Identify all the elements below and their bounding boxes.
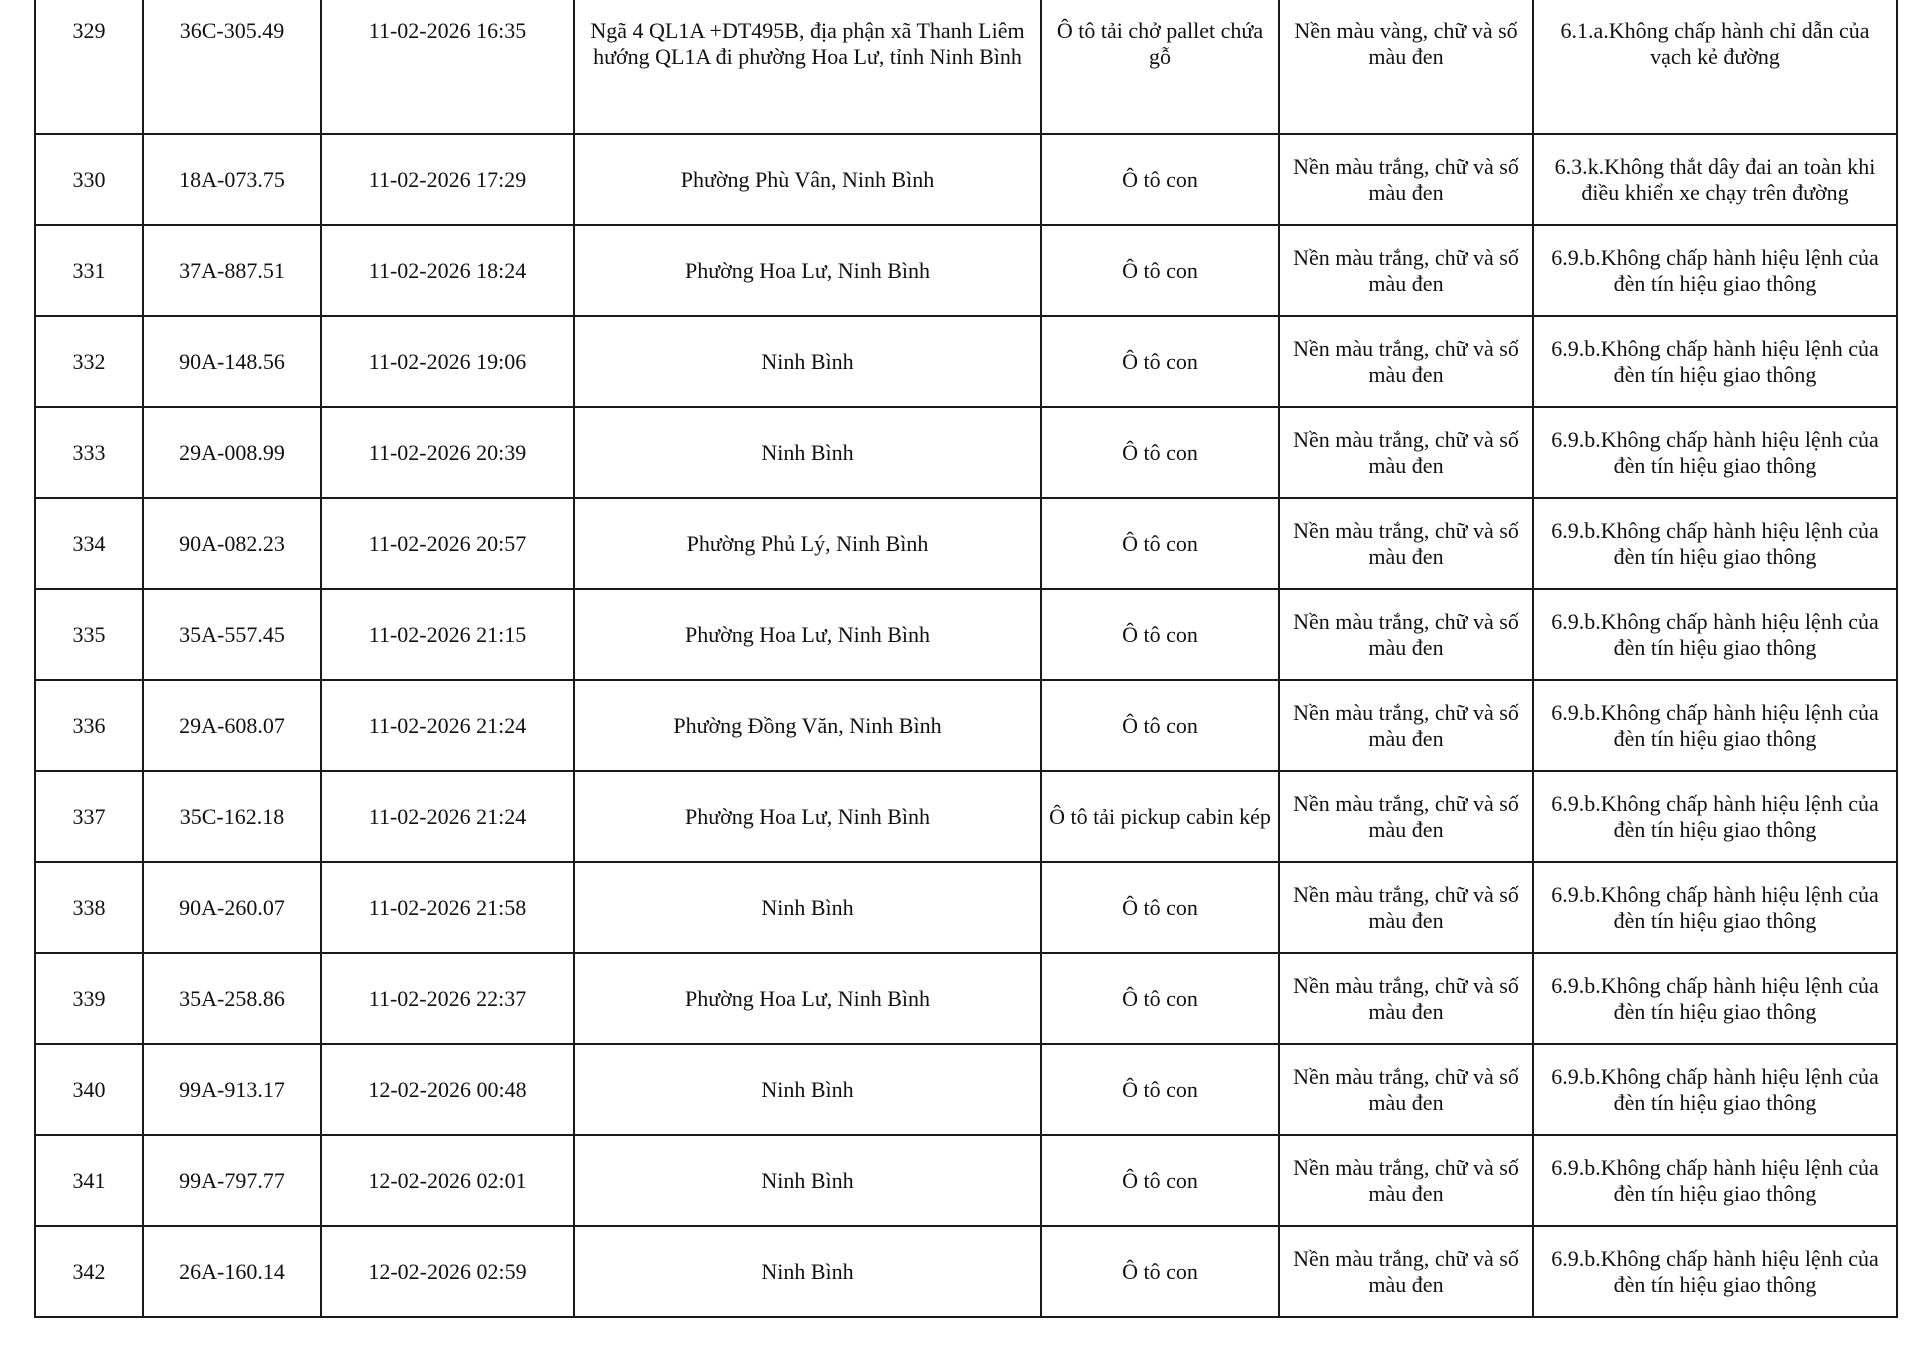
- license-plate-cell: 35A-557.45: [143, 589, 321, 680]
- row-number-cell: 335: [35, 589, 143, 680]
- license-plate-cell: 29A-008.99: [143, 407, 321, 498]
- plate-color-cell: Nền màu trắng, chữ và số màu đen: [1279, 134, 1533, 225]
- vehicle-type-cell: Ô tô con: [1041, 1226, 1279, 1317]
- table-row: [35, 498, 1897, 589]
- violation-description-cell: 6.9.b.Không chấp hành hiệu lệnh của đèn tín hiệu giao thông: [1533, 1135, 1897, 1226]
- violation-location-cell: Phường Phủ Lý, Ninh Bình: [574, 498, 1041, 589]
- plate-color-cell: Nền màu trắng, chữ và số màu đen: [1279, 680, 1533, 771]
- table-row: [35, 771, 1897, 862]
- table-row: [35, 225, 1897, 316]
- violation-description-cell: 6.9.b.Không chấp hành hiệu lệnh của đèn tín hiệu giao thông: [1533, 953, 1897, 1044]
- vehicle-type-cell: Ô tô con: [1041, 680, 1279, 771]
- plate-color-cell: Nền màu trắng, chữ và số màu đen: [1279, 771, 1533, 862]
- row-number-cell: 333: [35, 407, 143, 498]
- table-row: [35, 953, 1897, 1044]
- table-row: [35, 680, 1897, 771]
- violation-time-cell: 12-02-2026 02:01: [321, 1135, 574, 1226]
- violation-description-cell: 6.9.b.Không chấp hành hiệu lệnh của đèn tín hiệu giao thông: [1533, 316, 1897, 407]
- violation-time-cell: 11-02-2026 17:29: [321, 134, 574, 225]
- plate-color-cell: Nền màu trắng, chữ và số màu đen: [1279, 1135, 1533, 1226]
- violation-description-cell: 6.9.b.Không chấp hành hiệu lệnh của đèn tín hiệu giao thông: [1533, 1226, 1897, 1317]
- license-plate-cell: 35A-258.86: [143, 953, 321, 1044]
- violation-description-cell: 6.3.k.Không thắt dây đai an toàn khi điều khiển xe chạy trên đường: [1533, 134, 1897, 225]
- row-number-cell: 338: [35, 862, 143, 953]
- table-row: [35, 1044, 1897, 1135]
- violation-location-cell: Phường Hoa Lư, Ninh Bình: [574, 589, 1041, 680]
- violation-location-cell: Ngã 4 QL1A +DT495B, địa phận xã Thanh Liêm hướng QL1A đi phường Hoa Lư, tỉnh Ninh Bình: [574, 0, 1041, 134]
- table-row: [35, 862, 1897, 953]
- violation-description-cell: 6.9.b.Không chấp hành hiệu lệnh của đèn tín hiệu giao thông: [1533, 407, 1897, 498]
- violation-description-cell: 6.9.b.Không chấp hành hiệu lệnh của đèn tín hiệu giao thông: [1533, 225, 1897, 316]
- violation-location-cell: Ninh Bình: [574, 316, 1041, 407]
- row-number-cell: 339: [35, 953, 143, 1044]
- license-plate-cell: 37A-887.51: [143, 225, 321, 316]
- license-plate-cell: 99A-797.77: [143, 1135, 321, 1226]
- table-row: [35, 1226, 1897, 1317]
- violation-location-cell: Phường Phù Vân, Ninh Bình: [574, 134, 1041, 225]
- plate-color-cell: Nền màu trắng, chữ và số màu đen: [1279, 1226, 1533, 1317]
- violations-document: [34, 0, 1896, 1318]
- row-number-cell: 329: [35, 0, 143, 134]
- table-row: [35, 316, 1897, 407]
- row-number-cell: 336: [35, 680, 143, 771]
- vehicle-type-cell: Ô tô con: [1041, 953, 1279, 1044]
- table-row: [35, 407, 1897, 498]
- vehicle-type-cell: Ô tô con: [1041, 1044, 1279, 1135]
- violation-description-cell: 6.9.b.Không chấp hành hiệu lệnh của đèn tín hiệu giao thông: [1533, 680, 1897, 771]
- row-number-cell: 330: [35, 134, 143, 225]
- violation-description-cell: 6.9.b.Không chấp hành hiệu lệnh của đèn tín hiệu giao thông: [1533, 771, 1897, 862]
- violation-time-cell: 11-02-2026 21:24: [321, 680, 574, 771]
- violation-time-cell: 11-02-2026 16:35: [321, 0, 574, 134]
- license-plate-cell: 99A-913.17: [143, 1044, 321, 1135]
- vehicle-type-cell: Ô tô tải pickup cabin kép: [1041, 771, 1279, 862]
- violation-time-cell: 12-02-2026 02:59: [321, 1226, 574, 1317]
- plate-color-cell: Nền màu trắng, chữ và số màu đen: [1279, 953, 1533, 1044]
- vehicle-type-cell: Ô tô con: [1041, 589, 1279, 680]
- violation-location-cell: Ninh Bình: [574, 1135, 1041, 1226]
- license-plate-cell: 90A-148.56: [143, 316, 321, 407]
- violation-time-cell: 11-02-2026 21:24: [321, 771, 574, 862]
- violation-time-cell: 12-02-2026 00:48: [321, 1044, 574, 1135]
- violation-time-cell: 11-02-2026 20:57: [321, 498, 574, 589]
- plate-color-cell: Nền màu trắng, chữ và số màu đen: [1279, 225, 1533, 316]
- violation-description-cell: 6.9.b.Không chấp hành hiệu lệnh của đèn tín hiệu giao thông: [1533, 862, 1897, 953]
- license-plate-cell: 90A-082.23: [143, 498, 321, 589]
- license-plate-cell: 26A-160.14: [143, 1226, 321, 1317]
- plate-color-cell: Nền màu vàng, chữ và số màu đen: [1279, 0, 1533, 134]
- license-plate-cell: 90A-260.07: [143, 862, 321, 953]
- row-number-cell: 332: [35, 316, 143, 407]
- violation-location-cell: Ninh Bình: [574, 1044, 1041, 1135]
- violation-location-cell: Phường Hoa Lư, Ninh Bình: [574, 771, 1041, 862]
- vehicle-type-cell: Ô tô tải chở pallet chứa gỗ: [1041, 0, 1279, 134]
- vehicle-type-cell: Ô tô con: [1041, 407, 1279, 498]
- violation-location-cell: Ninh Bình: [574, 407, 1041, 498]
- violation-location-cell: Phường Hoa Lư, Ninh Bình: [574, 225, 1041, 316]
- violation-time-cell: 11-02-2026 19:06: [321, 316, 574, 407]
- license-plate-cell: 29A-608.07: [143, 680, 321, 771]
- table-row: [35, 0, 1897, 134]
- row-number-cell: 337: [35, 771, 143, 862]
- violation-description-cell: 6.9.b.Không chấp hành hiệu lệnh của đèn tín hiệu giao thông: [1533, 589, 1897, 680]
- vehicle-type-cell: Ô tô con: [1041, 225, 1279, 316]
- plate-color-cell: Nền màu trắng, chữ và số màu đen: [1279, 589, 1533, 680]
- violation-time-cell: 11-02-2026 20:39: [321, 407, 574, 498]
- violations-table: [34, 0, 1898, 1318]
- violation-description-cell: 6.1.a.Không chấp hành chỉ dẫn của vạch kẻ đường: [1533, 0, 1897, 134]
- violation-time-cell: 11-02-2026 21:15: [321, 589, 574, 680]
- table-row: [35, 134, 1897, 225]
- violations-table-body: [35, 0, 1897, 1317]
- violation-location-cell: Phường Hoa Lư, Ninh Bình: [574, 953, 1041, 1044]
- violation-location-cell: Ninh Bình: [574, 1226, 1041, 1317]
- table-row: [35, 589, 1897, 680]
- violation-location-cell: Ninh Bình: [574, 862, 1041, 953]
- violation-location-cell: Phường Đồng Văn, Ninh Bình: [574, 680, 1041, 771]
- row-number-cell: 331: [35, 225, 143, 316]
- vehicle-type-cell: Ô tô con: [1041, 316, 1279, 407]
- row-number-cell: 342: [35, 1226, 143, 1317]
- plate-color-cell: Nền màu trắng, chữ và số màu đen: [1279, 407, 1533, 498]
- violation-description-cell: 6.9.b.Không chấp hành hiệu lệnh của đèn tín hiệu giao thông: [1533, 498, 1897, 589]
- plate-color-cell: Nền màu trắng, chữ và số màu đen: [1279, 862, 1533, 953]
- row-number-cell: 341: [35, 1135, 143, 1226]
- vehicle-type-cell: Ô tô con: [1041, 862, 1279, 953]
- plate-color-cell: Nền màu trắng, chữ và số màu đen: [1279, 316, 1533, 407]
- row-number-cell: 340: [35, 1044, 143, 1135]
- row-number-cell: 334: [35, 498, 143, 589]
- plate-color-cell: Nền màu trắng, chữ và số màu đen: [1279, 1044, 1533, 1135]
- violation-time-cell: 11-02-2026 22:37: [321, 953, 574, 1044]
- table-row: [35, 1135, 1897, 1226]
- plate-color-cell: Nền màu trắng, chữ và số màu đen: [1279, 498, 1533, 589]
- vehicle-type-cell: Ô tô con: [1041, 134, 1279, 225]
- violation-description-cell: 6.9.b.Không chấp hành hiệu lệnh của đèn tín hiệu giao thông: [1533, 1044, 1897, 1135]
- license-plate-cell: 18A-073.75: [143, 134, 321, 225]
- violation-time-cell: 11-02-2026 21:58: [321, 862, 574, 953]
- vehicle-type-cell: Ô tô con: [1041, 1135, 1279, 1226]
- violation-time-cell: 11-02-2026 18:24: [321, 225, 574, 316]
- license-plate-cell: 36C-305.49: [143, 0, 321, 134]
- license-plate-cell: 35C-162.18: [143, 771, 321, 862]
- vehicle-type-cell: Ô tô con: [1041, 498, 1279, 589]
